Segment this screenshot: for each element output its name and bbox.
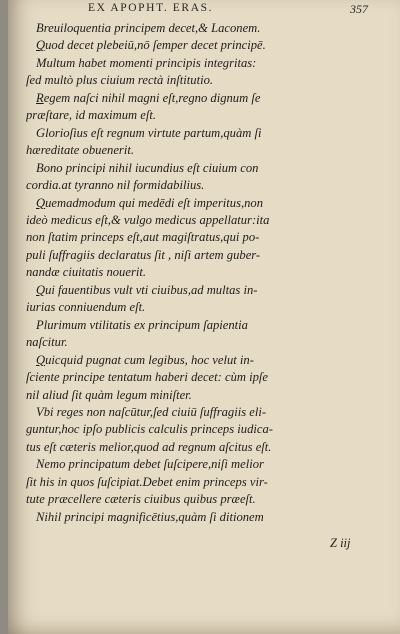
- text-line: cordia.at tyranno nil formidabilius.: [26, 178, 205, 193]
- text-line: Qui fauentibus vult vti ciuibus,ad multas in-: [36, 282, 258, 297]
- text-line: hæreditate obuenerit.: [26, 143, 134, 158]
- text-line: Breuiloquentia principem decet,& Laconem.: [36, 21, 261, 35]
- running-head: EX APOPHT. ERAS.: [88, 2, 214, 14]
- text-line: ſed multò plus ciuium rectà inſtitutio.: [26, 73, 214, 88]
- page-header: [8, 0, 400, 22]
- text-line: iurias conniuendum eſt.: [26, 300, 146, 315]
- text-line: præſtare, id maximum eſt.: [26, 108, 157, 123]
- text-line: guntur,hoc ipſo publicis calculis princeps iudica-: [26, 422, 273, 437]
- text-line: Quemadmodum qui medēdi eſt imperitus,non: [36, 195, 264, 210]
- text-line: Bono principi nihil iucundius eſt ciuium con: [36, 160, 259, 175]
- text-line: Quicquid pugnat cum legibus, hoc velut in-: [36, 352, 254, 367]
- text-line: tute præcellere cæteris ciuibus quibus præeſt.: [26, 492, 256, 507]
- text-line: ideò medicus eſt,& vulgo medicus appellatur:ita: [26, 212, 270, 227]
- text-line: Vbi reges non naſcūtur,ſed ciuiū ſuffragiis eli-: [36, 404, 267, 419]
- text-line: puli ſuffragiis declaratus ſit , niſi artem guber-: [26, 247, 261, 262]
- text-line: tus eſt cæteris melior,quod ad regnum aſcitus eſt.: [26, 439, 272, 454]
- text-line: non ſtatim princeps eſt,aut magiſtratus,qui po-: [26, 230, 260, 245]
- page-number: 357: [350, 2, 368, 16]
- text-line: nil aliud ſit quàm legum miniſter.: [26, 387, 192, 402]
- text-line: Nemo principatum debet ſuſcipere,niſi melior: [36, 457, 264, 472]
- text-line: Multum habet momenti principis integritas:: [36, 55, 257, 70]
- book-page: [8, 0, 400, 634]
- text-line: Glorioſius eſt regnum virtute partum,quàm ſi: [36, 125, 262, 140]
- text-line: ſciente principe tentatum haberi decet: cùm ipſe: [26, 370, 268, 385]
- text-line: Regem naſci nihil magni eſt,regno dignum ſe: [36, 90, 261, 105]
- signature-mark: Z iij: [330, 536, 351, 550]
- text-line: Plurimum vtilitatis ex principum ſapientia: [36, 317, 248, 332]
- text-line: ſit his in quos ſuſcipiat.Debet enim princeps vir-: [26, 474, 268, 489]
- text-line: nandæ ciuitatis nouerit.: [26, 265, 146, 280]
- text-line: Quod decet plebeiū,nō ſemper decet principē.: [36, 38, 266, 53]
- text-line: naſcitur.: [26, 335, 68, 350]
- text-line: Nihil principi magnificētius,quàm ſi ditionem: [36, 509, 264, 524]
- text-body: [26, 20, 366, 526]
